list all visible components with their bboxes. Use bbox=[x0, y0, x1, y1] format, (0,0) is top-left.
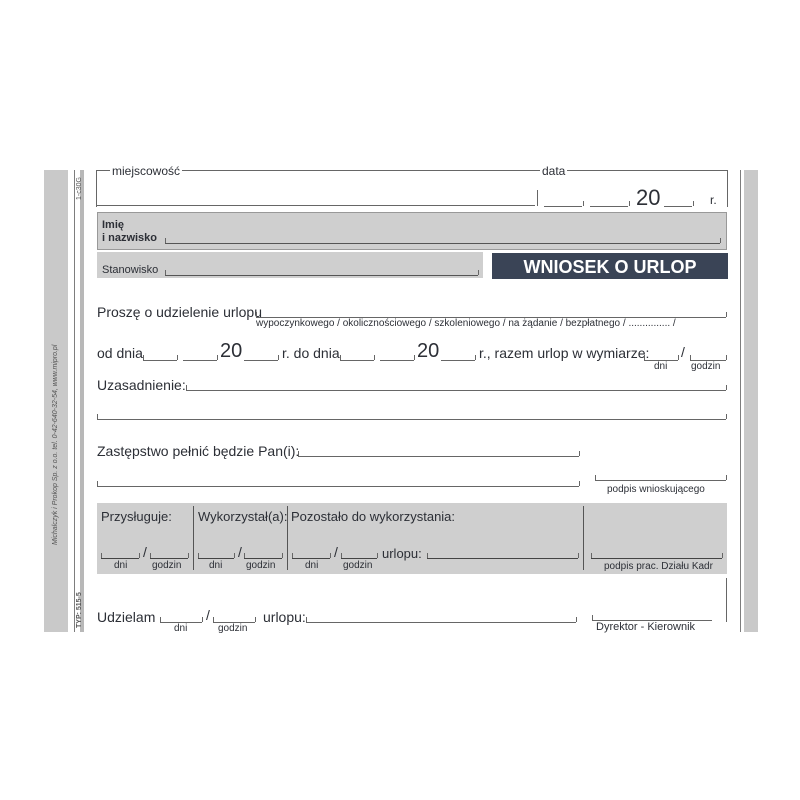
tick bbox=[97, 481, 98, 486]
from-year-field[interactable] bbox=[244, 360, 278, 361]
tick bbox=[341, 553, 342, 558]
tick bbox=[186, 385, 187, 390]
hr-signature-field[interactable] bbox=[591, 558, 722, 559]
to-day-field[interactable] bbox=[340, 360, 374, 361]
tick bbox=[377, 553, 378, 558]
tick bbox=[165, 238, 166, 243]
date-year-suffix: r. bbox=[710, 193, 717, 207]
from-month-field[interactable] bbox=[183, 360, 217, 361]
right-margin-strip bbox=[744, 170, 758, 632]
tick bbox=[143, 355, 144, 360]
name-label-2: i nazwisko bbox=[102, 232, 158, 244]
hr-divider-3 bbox=[583, 506, 584, 570]
grant-slash: / bbox=[206, 607, 210, 623]
tick bbox=[255, 617, 256, 622]
tick bbox=[579, 481, 580, 486]
applicant-signature-label: podpis wnioskującego bbox=[607, 484, 705, 495]
hr-signature-label: podpis prac. Działu Kadr bbox=[604, 561, 713, 572]
entitled-hours-field[interactable] bbox=[150, 558, 188, 559]
remaining-leave-field[interactable] bbox=[427, 558, 578, 559]
tick bbox=[726, 385, 727, 390]
tick bbox=[213, 617, 214, 622]
form-code: 1-c30G bbox=[76, 177, 83, 200]
date-year-prefix: 20 bbox=[636, 185, 661, 210]
entitled-slash: / bbox=[143, 544, 147, 560]
place-field[interactable] bbox=[97, 205, 535, 206]
left-margin-line bbox=[74, 170, 75, 632]
tick bbox=[150, 553, 151, 558]
tick bbox=[720, 238, 721, 243]
remaining-hours-label: godzin bbox=[343, 560, 373, 571]
date-label: data bbox=[542, 164, 566, 178]
tick bbox=[629, 201, 630, 206]
justification-label: Uzasadnienie: bbox=[97, 377, 186, 393]
tick bbox=[591, 553, 592, 558]
tick bbox=[427, 553, 428, 558]
grant-hours-label: godzin bbox=[218, 623, 248, 634]
used-hours-label: godzin bbox=[246, 560, 276, 571]
remaining-slash: / bbox=[334, 544, 338, 560]
tick bbox=[244, 553, 245, 558]
tick bbox=[726, 355, 727, 360]
tick bbox=[298, 451, 299, 456]
request-label: Proszę o udzielenie urlopu bbox=[97, 304, 262, 320]
justification-field-1[interactable] bbox=[186, 390, 726, 391]
from-day-field[interactable] bbox=[143, 360, 177, 361]
tick bbox=[198, 553, 199, 558]
remaining-label: Pozostało do wykorzystania: bbox=[291, 509, 456, 524]
grant-label: Udzielam bbox=[97, 609, 156, 625]
to-label: r. do dnia bbox=[282, 345, 340, 361]
person-box bbox=[97, 212, 727, 250]
tick bbox=[578, 553, 579, 558]
tick bbox=[217, 355, 218, 360]
tick bbox=[278, 355, 279, 360]
name-label-1: Imię bbox=[102, 219, 125, 231]
tick bbox=[374, 355, 375, 360]
right-margin-line bbox=[740, 170, 741, 632]
remaining-leave-label: urlopu: bbox=[382, 546, 422, 561]
tick bbox=[726, 475, 727, 480]
used-hours-field[interactable] bbox=[244, 558, 282, 559]
tick bbox=[139, 553, 140, 558]
director-box-right bbox=[726, 578, 727, 622]
entitled-label: Przysługuje: bbox=[101, 509, 172, 524]
tick bbox=[177, 355, 178, 360]
grant-days-label: dni bbox=[174, 623, 188, 634]
applicant-signature-field[interactable] bbox=[595, 480, 726, 481]
grant-leave-label: urlopu: bbox=[263, 609, 306, 625]
tick bbox=[97, 414, 98, 419]
tick bbox=[478, 270, 479, 275]
form-title: WNIOSEK O URLOP bbox=[523, 257, 697, 277]
date-month-field[interactable] bbox=[590, 206, 628, 207]
total-label: r., razem urlop w wymiarze: bbox=[479, 345, 650, 361]
date-separator bbox=[537, 190, 538, 206]
tick bbox=[592, 615, 593, 620]
used-label: Wykorzystał(a): bbox=[198, 509, 288, 524]
entitled-days-label: dni bbox=[114, 560, 128, 571]
tick bbox=[340, 355, 341, 360]
used-days-label: dni bbox=[209, 560, 223, 571]
used-slash: / bbox=[238, 544, 242, 560]
substitute-field-2[interactable] bbox=[97, 486, 579, 487]
total-days-label: dni bbox=[654, 361, 668, 372]
justification-field-2[interactable] bbox=[97, 419, 726, 420]
tick bbox=[256, 312, 257, 317]
entitled-hours-label: godzin bbox=[152, 560, 182, 571]
tick bbox=[330, 553, 331, 558]
tick bbox=[292, 553, 293, 558]
tick bbox=[583, 201, 584, 206]
tick bbox=[475, 355, 476, 360]
tick bbox=[576, 617, 577, 622]
tick bbox=[726, 414, 727, 419]
to-year-field[interactable] bbox=[441, 360, 475, 361]
tick bbox=[693, 201, 694, 206]
remaining-days-field[interactable] bbox=[292, 558, 330, 559]
hr-divider-1 bbox=[193, 506, 194, 570]
tick bbox=[165, 270, 166, 275]
remaining-days-label: dni bbox=[305, 560, 319, 571]
request-types: wypoczynkowego / okolicznościowego / szkoleniowego / na żądanie / bezpłatnego / ............... / bbox=[256, 318, 676, 329]
place-label: miejscowość bbox=[112, 164, 181, 178]
remaining-hours-field[interactable] bbox=[341, 558, 377, 559]
to-year-prefix: 20 bbox=[417, 340, 440, 362]
position-label: Stanowisko bbox=[102, 264, 159, 276]
total-slash: / bbox=[681, 344, 685, 360]
tick bbox=[282, 553, 283, 558]
from-label: od dnia bbox=[97, 345, 143, 361]
date-day-field[interactable] bbox=[544, 206, 582, 207]
date-year-field[interactable] bbox=[664, 206, 692, 207]
form-type: TYP: 515-5 bbox=[76, 592, 83, 628]
tick bbox=[579, 451, 580, 456]
tick bbox=[690, 355, 691, 360]
tick bbox=[202, 617, 203, 622]
substitute-label: Zastępstwo pełnić będzie Pan(i): bbox=[97, 443, 300, 459]
tick bbox=[678, 355, 679, 360]
to-month-field[interactable] bbox=[380, 360, 414, 361]
tick bbox=[414, 355, 415, 360]
grant-leave-field[interactable] bbox=[306, 622, 576, 623]
tick bbox=[234, 553, 235, 558]
entitled-days-field[interactable] bbox=[101, 558, 139, 559]
tick bbox=[644, 355, 645, 360]
tick bbox=[188, 553, 189, 558]
tick bbox=[101, 553, 102, 558]
total-hours-label: godzin bbox=[691, 361, 721, 372]
tick bbox=[595, 475, 596, 480]
tick bbox=[726, 312, 727, 317]
tick bbox=[160, 617, 161, 622]
tick bbox=[722, 553, 723, 558]
publisher-info: Michalczyk i Prokop Sp. z o.o. tel. 0-42-640-32-54, www.mipro.pl bbox=[52, 344, 59, 545]
director-signature-label: Dyrektor - Kierownik bbox=[596, 621, 696, 633]
from-year-prefix: 20 bbox=[220, 340, 243, 362]
tick bbox=[306, 617, 307, 622]
name-field[interactable] bbox=[165, 243, 720, 244]
place-date-box bbox=[96, 170, 728, 210]
substitute-field-1[interactable] bbox=[298, 456, 579, 457]
position-field[interactable] bbox=[165, 275, 478, 276]
left-margin-strip-2 bbox=[80, 170, 84, 632]
used-days-field[interactable] bbox=[198, 558, 234, 559]
